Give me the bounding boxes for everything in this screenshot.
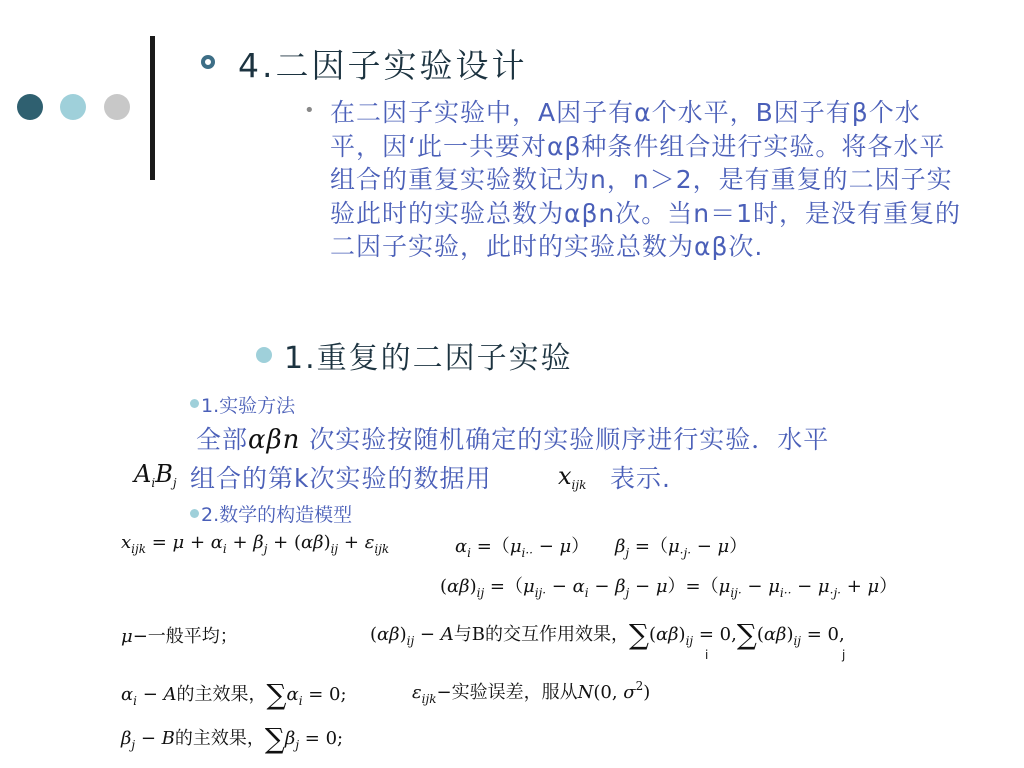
- model-bullet-icon: [190, 509, 199, 518]
- slide-heading: [238, 40, 528, 87]
- sum-index-j: j: [842, 648, 846, 662]
- heading-text: 二因子实验设计: [275, 46, 528, 85]
- xijk-math: $x_{ijk}$: [558, 462, 587, 492]
- alpha-definition: $\alpha_i - A$的主效果，$\sum\alpha_i = 0$;: [121, 678, 347, 711]
- model-label: 2.数学的构造模型: [201, 504, 353, 526]
- method-bullet-icon: [190, 399, 199, 408]
- alpha-beta-n-math: αβn: [248, 425, 301, 455]
- decor-dot-dark: [17, 94, 43, 120]
- decor-vertical-bar: [150, 36, 155, 180]
- sum-index-i: i: [705, 648, 709, 662]
- beta-definition: $\beta_j - B$的主效果，$\sum\beta_j = 0$;: [121, 722, 344, 755]
- ai-bj-math: $A_iB_j$: [134, 460, 177, 490]
- formula-beta: $\beta_j =(\mu_{\cdot j\cdot} - \mu)$: [615, 536, 748, 560]
- decor-dot-teal: [60, 94, 86, 120]
- formula-model: $x_{ijk} = \mu + \alpha_i + \beta_j + (\alpha\beta)_{ij} + \varepsilon_{ijk}$: [121, 532, 390, 556]
- section-heading: 1.重复的二因子实验: [284, 341, 573, 376]
- formula-alpha: $\alpha_i =(\mu_{i\cdot\cdot} - \mu)$: [455, 536, 590, 560]
- decor-dot-grey: [104, 94, 130, 120]
- ring-bullet-icon: [201, 55, 215, 69]
- method-line2: 组合的第k次实验的数据用: [190, 464, 492, 493]
- method-line1: 全部αβn 次实验按随机确定的实验顺序进行实验．水平: [196, 425, 830, 455]
- interaction-definition: $(\alpha\beta)_{ij} - A$与B的交互作用效果，$\sum(\alpha\beta)_{ij} = 0,\sum(\alpha\beta)_{ij} = 0$,: [370, 618, 845, 651]
- epsilon-definition: $\varepsilon_{ijk}-$实验误差，服从N(0, $\sigma^2$): [412, 679, 651, 706]
- method-line2-end: 表示.: [610, 464, 671, 493]
- heading-number: 4.: [238, 46, 276, 85]
- method-label: 1.实验方法: [201, 395, 296, 417]
- section-bullet-icon: [256, 347, 272, 363]
- paragraph-bullet-icon: •: [304, 100, 315, 121]
- intro-paragraph: 在二因子实验中，A因子有α个水平，B因子有β个水平，因‘此一共要对αβ种条件组合进行实验。将各水平组合的重复实验数记为n，n＞2，是有重复的二因子实验此时的实验总数为αβn次。当n＝1时，是没有重复的二因子实验，此时的实验总数为αβ次.: [330, 98, 962, 261]
- formula-interaction: $(\alpha\beta)_{ij} =(\mu_{ij\cdot} - \alpha_i - \beta_j - \mu)=(\mu_{ij\cdot} - \mu_{i\cdot\cdot} - \mu_{\cdot j\cdot} + \mu)$: [440, 576, 898, 600]
- mu-definition: μ−一般平均；: [121, 626, 238, 647]
